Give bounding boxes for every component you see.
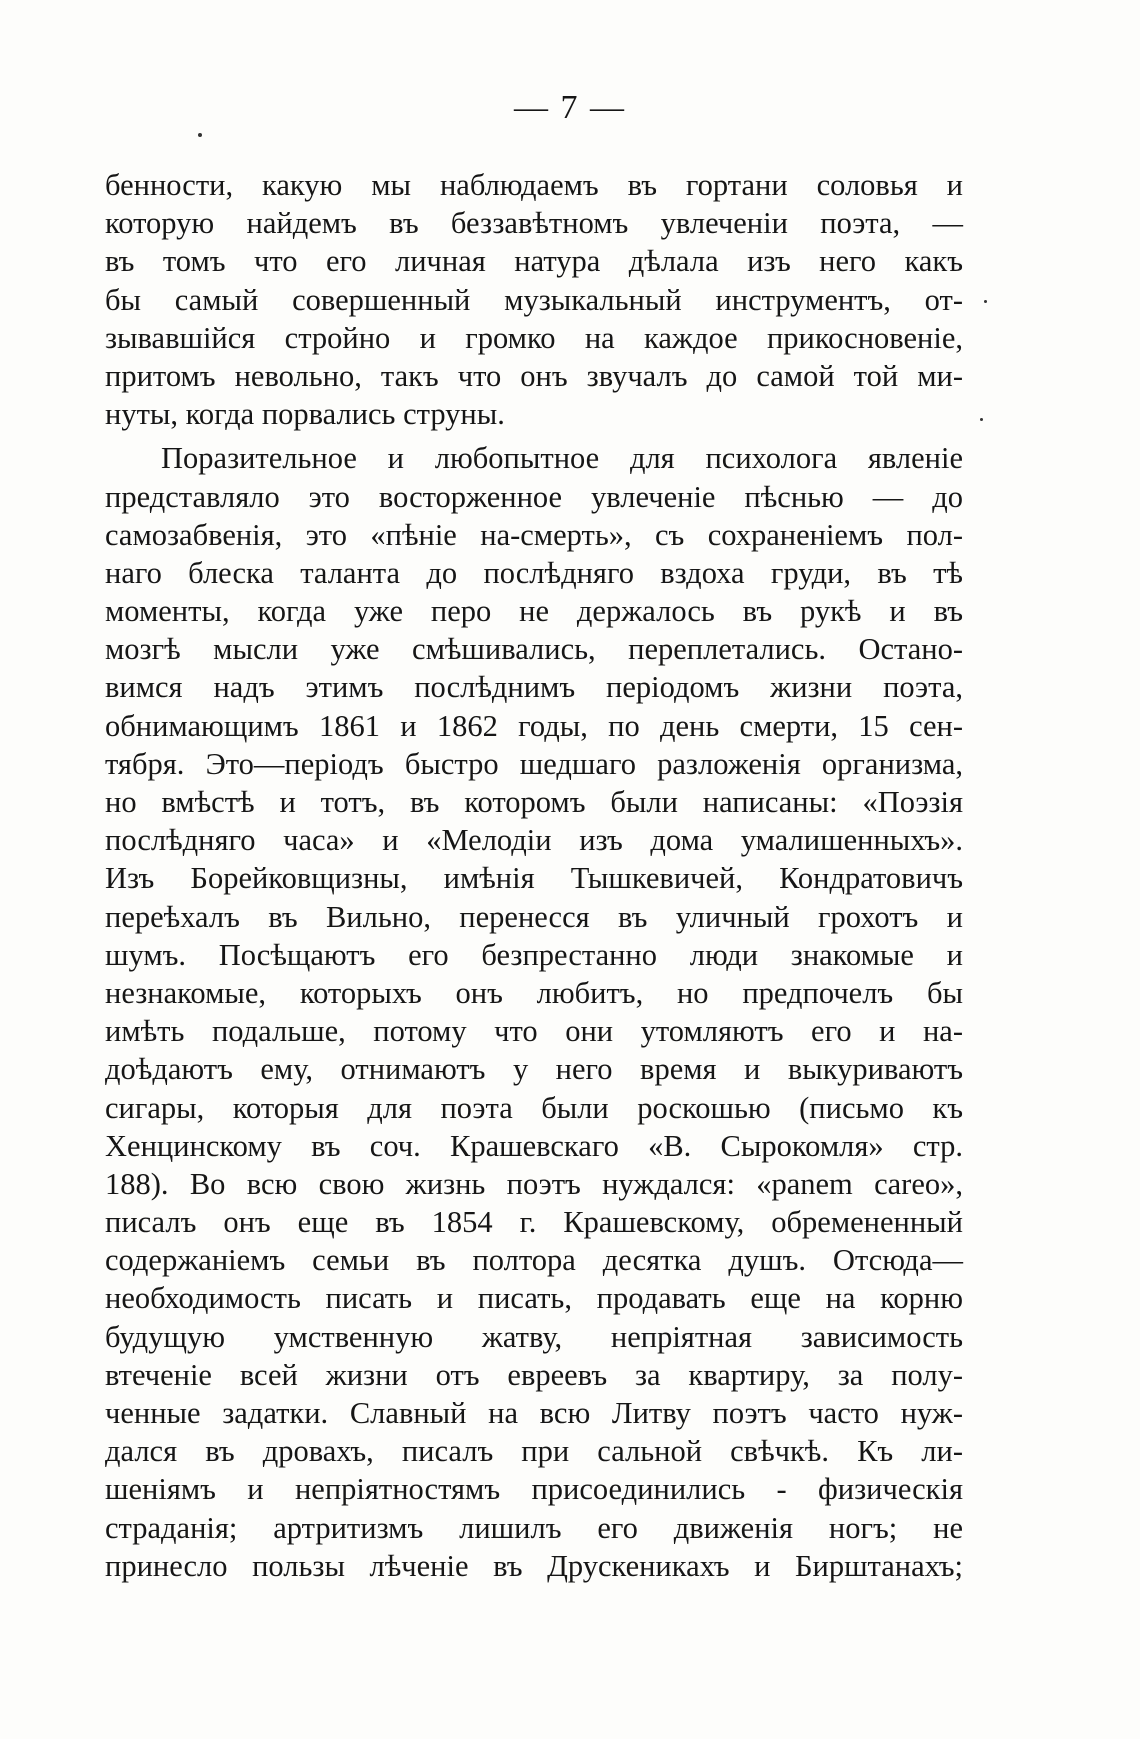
- body-text: [105, 166, 963, 1585]
- text-line: переѣхалъ въ Вильно, перенесся въ уличный грохотъ и: [105, 899, 963, 934]
- text-line: моменты, когда уже перо не держалось въ рукѣ и въ: [105, 594, 963, 629]
- text-line: страданія; артритизмъ лишилъ его движенія ногъ; не: [105, 1510, 963, 1545]
- text-line: необходимость писать и писать, продавать еще на корню: [105, 1281, 963, 1316]
- text-line: послѣдняго часа» и «Мелодіи изъ дома умалишенныхъ».: [105, 823, 963, 858]
- text-line: шумъ. Посѣщаютъ его безпрестанно люди знакомые и: [105, 937, 963, 972]
- text-line: бенности, какую мы наблюдаемъ въ гортани соловья и: [105, 168, 963, 202]
- text-line: 188). Во всю свою жизнь поэтъ нуждался: «panem careo»,: [105, 1166, 963, 1201]
- print-speck: [198, 133, 202, 137]
- text-line: мозгѣ мысли уже смѣшивались, переплетались. Остано-: [105, 632, 963, 667]
- text-line: принесло пользы лѣченіе въ Друскеникахъ и Бирштанахъ;: [105, 1548, 963, 1583]
- text-line: доѣдаютъ ему, отнимаютъ у него время и выкуриваютъ: [105, 1052, 963, 1087]
- print-speck: [984, 300, 987, 303]
- text-line: Хенцинскому въ соч. Крашевскаго «В. Сырокомля» стр.: [105, 1128, 963, 1163]
- text-line: представляло это восторженное увлеченіе пѣснью — до: [105, 479, 963, 514]
- text-line: самозабвенія, это «пѣніе на-смерть», съ сохраненіемъ пол-: [105, 517, 963, 552]
- text-line: сигары, которыя для поэта были роскошью (письмо къ: [105, 1090, 963, 1125]
- text-line: содержаніемъ семьи въ полтора десятка душъ. Отсюда—: [105, 1243, 963, 1278]
- text-line: но вмѣстѣ и тотъ, въ которомъ были написаны: «Поэзія: [105, 785, 963, 819]
- text-line: Изъ Борейковщизны, имѣнія Тышкевичей, Кондратовичъ: [105, 861, 963, 896]
- text-line: нуты, когда порвались струны.: [105, 397, 505, 432]
- text-line: дался въ дровахъ, писалъ при сальной свѣчкѣ. Къ ли-: [105, 1434, 963, 1469]
- page-number: — 7 —: [514, 89, 626, 126]
- text-line: въ томъ что его личная натура дѣлала изъ него какъ: [105, 244, 963, 279]
- text-line: незнакомые, которыхъ онъ любитъ, но предпочелъ бы: [105, 975, 963, 1010]
- text-line: наго блеска таланта до послѣдняго вздоха груди, въ тѣ: [105, 555, 963, 590]
- text-line: Поразительное и любопытное для психолога явленіе: [161, 441, 963, 476]
- text-line: имѣть подальше, потому что они утомляютъ его и на-: [105, 1014, 963, 1049]
- text-line: втеченіе всей жизни отъ евреевъ за квартиру, за полу-: [105, 1357, 963, 1392]
- text-line: зывавшійся стройно и громко на каждое прикосновеніе,: [105, 320, 963, 355]
- text-line: тября. Это—періодъ быстро шедшаго разложенія организма,: [105, 746, 963, 781]
- text-line: притомъ невольно, такъ что онъ звучалъ до самой той ми-: [105, 358, 963, 393]
- text-line: вимся надъ этимъ послѣднимъ періодомъ жизни поэта,: [105, 670, 963, 705]
- text-line: бы самый совершенный музыкальный инструментъ, от-: [105, 282, 963, 317]
- text-line: ченные задатки. Славный на всю Литву поэтъ часто нуж-: [105, 1396, 963, 1430]
- text-line: которую найдемъ въ беззавѣтномъ увлеченіи поэта, —: [105, 206, 963, 241]
- print-speck: [980, 418, 983, 421]
- paragraph: [105, 166, 963, 433]
- paragraph: [105, 439, 963, 1585]
- text-line: писалъ онъ еще въ 1854 г. Крашевскому, обремененный: [105, 1205, 963, 1240]
- text-line: шеніямъ и непріятностямъ присоединились - физическія: [105, 1472, 963, 1507]
- text-line: будущую умственную жатву, непріятная зависимость: [105, 1319, 963, 1354]
- text-line: обнимающимъ 1861 и 1862 годы, по день смерти, 15 сен-: [105, 708, 963, 743]
